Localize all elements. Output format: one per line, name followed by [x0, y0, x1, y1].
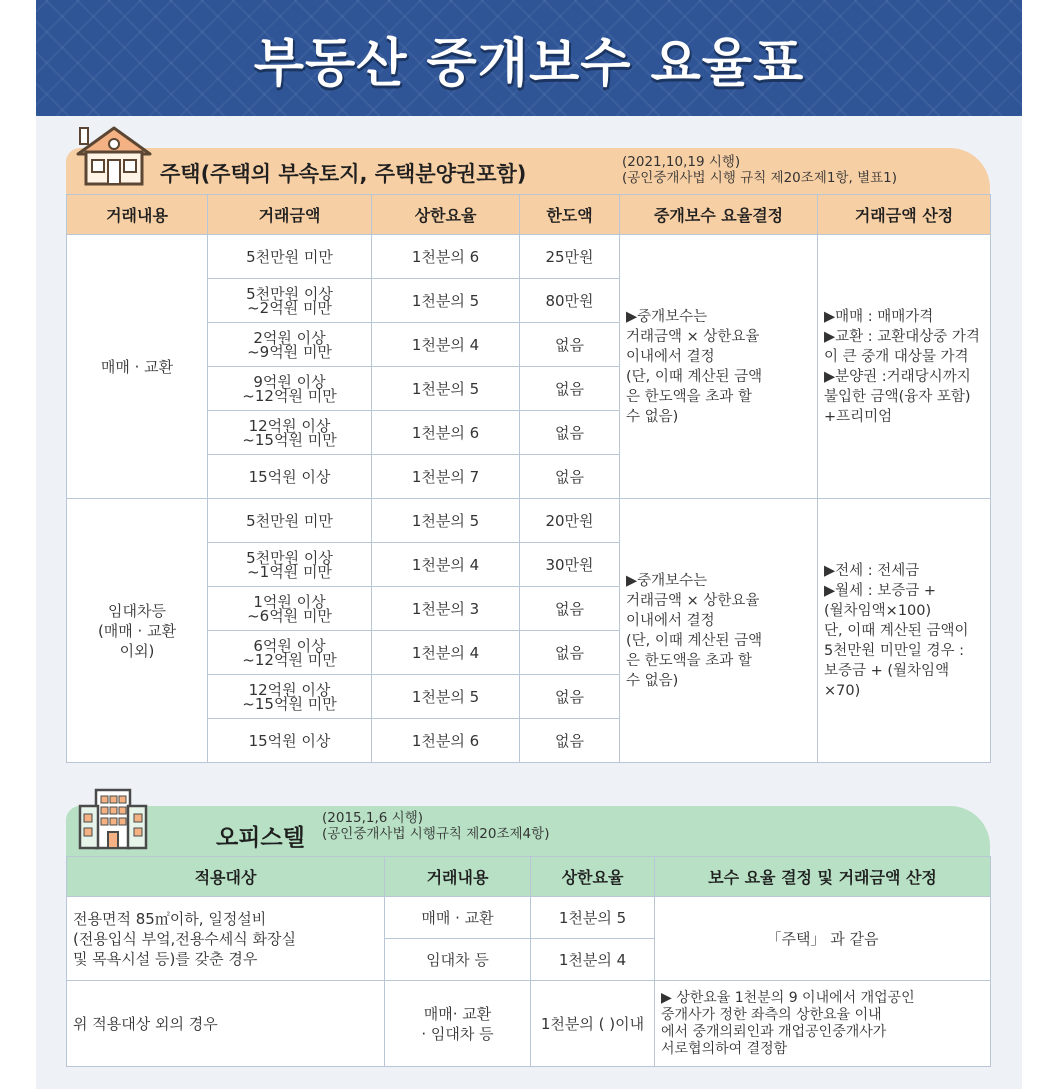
target-cell: 전용면적 85㎡이하, 일정설비 (전용입식 부엌,전용수세식 화장실 및 목욕시설 등)를 갖춘 경우	[67, 897, 385, 981]
rate-sheet	[36, 0, 1022, 1089]
amount-cell: 5천만원 이상 ~1억원 미만	[208, 543, 372, 587]
amount-cell: 15억원 이상	[208, 719, 372, 763]
limit-cell: 80만원	[520, 279, 620, 323]
title-banner	[36, 0, 1022, 116]
office-section-title: 오피스텔	[216, 825, 305, 851]
amount-cell: 12억원 이상 ~15억원 미만	[208, 675, 372, 719]
amount-cell: 9억원 이상 ~12억원 미만	[208, 367, 372, 411]
amount-cell: 1억원 이상 ~6억원 미만	[208, 587, 372, 631]
col-header-decision-calc: 보수 요율 결정 및 거래금액 산정	[655, 857, 991, 897]
limit-cell: 없음	[520, 675, 620, 719]
col-header-calc: 거래금액 산정	[818, 195, 991, 235]
table-row	[67, 981, 991, 1067]
house-section-note	[622, 154, 897, 186]
limit-cell: 없음	[520, 631, 620, 675]
sale-calc-cell: ▶매매 : 매매가격 ▶교환 : 교환대상중 가격 이 큰 중개 대상물 가격 ▶분양권 :거래당시까지 불입한 금액(융자 포함) +프리미엄	[818, 235, 991, 499]
col-header-rate: 상한요율	[531, 857, 655, 897]
office-rate-table	[66, 856, 991, 1067]
col-header-rate: 상한요율	[372, 195, 520, 235]
amount-cell: 5천만원 이상 ~2억원 미만	[208, 279, 372, 323]
col-header-limit: 한도액	[520, 195, 620, 235]
col-header-amount: 거래금액	[208, 195, 372, 235]
rate-cell: 1천분의 6	[372, 411, 520, 455]
lease-calc-cell: ▶전세 : 전세금 ▶월세 : 보증금 + (월차임액×100) 단, 이때 계산된 금액이 5천만원 미만일 경우 : 보증금 + (월차임액×70)	[818, 499, 991, 763]
col-header-deal: 거래내용	[67, 195, 208, 235]
sale-kind-cell: 매매 · 교환	[67, 235, 208, 499]
rate-cell: 1천분의 6	[372, 719, 520, 763]
rate-cell: 1천분의 4	[372, 631, 520, 675]
house-section-header	[66, 148, 990, 194]
office-note-law: (공인중개사법 시행규칙 제20조제4항)	[322, 826, 550, 842]
limit-cell: 없음	[520, 455, 620, 499]
col-header-deal: 거래내용	[385, 857, 531, 897]
office-section-header	[66, 806, 990, 856]
house-note-law: (공인중개사법 시행 규칙 제20조제1항, 별표1)	[622, 170, 898, 186]
target-cell: 위 적용대상 외의 경우	[67, 981, 385, 1067]
rate-cell: 1천분의 4	[372, 543, 520, 587]
rate-cell: 1천분의 ( )이내	[531, 981, 655, 1067]
rate-cell: 1천분의 5	[372, 279, 520, 323]
rate-cell: 1천분의 5	[531, 897, 655, 939]
office-section-note	[322, 810, 549, 842]
deal-cell: 매매· 교환 · 임대차 등	[385, 981, 531, 1067]
lease-kind-cell: 임대차등 (매매 · 교환 이외)	[67, 499, 208, 763]
house-table-header-row	[67, 195, 991, 235]
deal-cell: 매매 · 교환	[385, 897, 531, 939]
rate-cell: 1천분의 3	[372, 587, 520, 631]
amount-cell: 6억원 이상 ~12억원 미만	[208, 631, 372, 675]
limit-cell: 20만원	[520, 499, 620, 543]
limit-cell: 없음	[520, 587, 620, 631]
limit-cell: 25만원	[520, 235, 620, 279]
note-cell: 「주택」 과 같음	[655, 897, 991, 981]
rate-cell: 1천분의 4	[531, 939, 655, 981]
office-note-date: (2015,1,6 시행)	[322, 810, 424, 826]
building-icon	[76, 788, 150, 854]
rate-cell: 1천분의 5	[372, 675, 520, 719]
house-rate-table	[66, 194, 991, 763]
limit-cell: 없음	[520, 719, 620, 763]
house-icon	[76, 124, 152, 192]
rate-cell: 1천분의 5	[372, 499, 520, 543]
rate-cell: 1천분의 5	[372, 367, 520, 411]
table-row	[67, 897, 991, 939]
amount-cell: 15억원 이상	[208, 455, 372, 499]
rate-cell: 1천분의 7	[372, 455, 520, 499]
house-section-title: 주택(주택의 부속토지, 주택분양권포함)	[160, 162, 527, 186]
amount-cell: 12억원 이상 ~15억원 미만	[208, 411, 372, 455]
house-note-date: (2021,10,19 시행)	[622, 154, 741, 170]
limit-cell: 없음	[520, 323, 620, 367]
limit-cell: 없음	[520, 411, 620, 455]
limit-cell: 30만원	[520, 543, 620, 587]
deal-cell: 임대차 등	[385, 939, 531, 981]
col-header-target: 적용대상	[67, 857, 385, 897]
limit-cell: 없음	[520, 367, 620, 411]
amount-cell: 2억원 이상 ~9억원 미만	[208, 323, 372, 367]
amount-cell: 5천만원 미만	[208, 499, 372, 543]
table-row	[67, 235, 991, 279]
amount-cell: 5천만원 미만	[208, 235, 372, 279]
sale-decision-cell: ▶중개보수는 거래금액 × 상한요율 이내에서 결정 (단, 이때 계산된 금액 은 한도액을 초과 할 수 없음)	[620, 235, 818, 499]
page-title: 부동산 중개보수 요율표	[253, 33, 805, 94]
table-row	[67, 499, 991, 543]
lease-decision-cell: ▶중개보수는 거래금액 × 상한요율 이내에서 결정 (단, 이때 계산된 금액 은 한도액을 초과 할 수 없음)	[620, 499, 818, 763]
rate-cell: 1천분의 4	[372, 323, 520, 367]
note-cell: ▶ 상한요율 1천분의 9 이내에서 개업공인 중개사가 정한 좌측의 상한요율 이내 에서 중개의뢰인과 개업공인중개사가 서로협의하여 결정함	[655, 981, 991, 1067]
office-table-header-row	[67, 857, 991, 897]
col-header-decision: 중개보수 요율결정	[620, 195, 818, 235]
rate-cell: 1천분의 6	[372, 235, 520, 279]
